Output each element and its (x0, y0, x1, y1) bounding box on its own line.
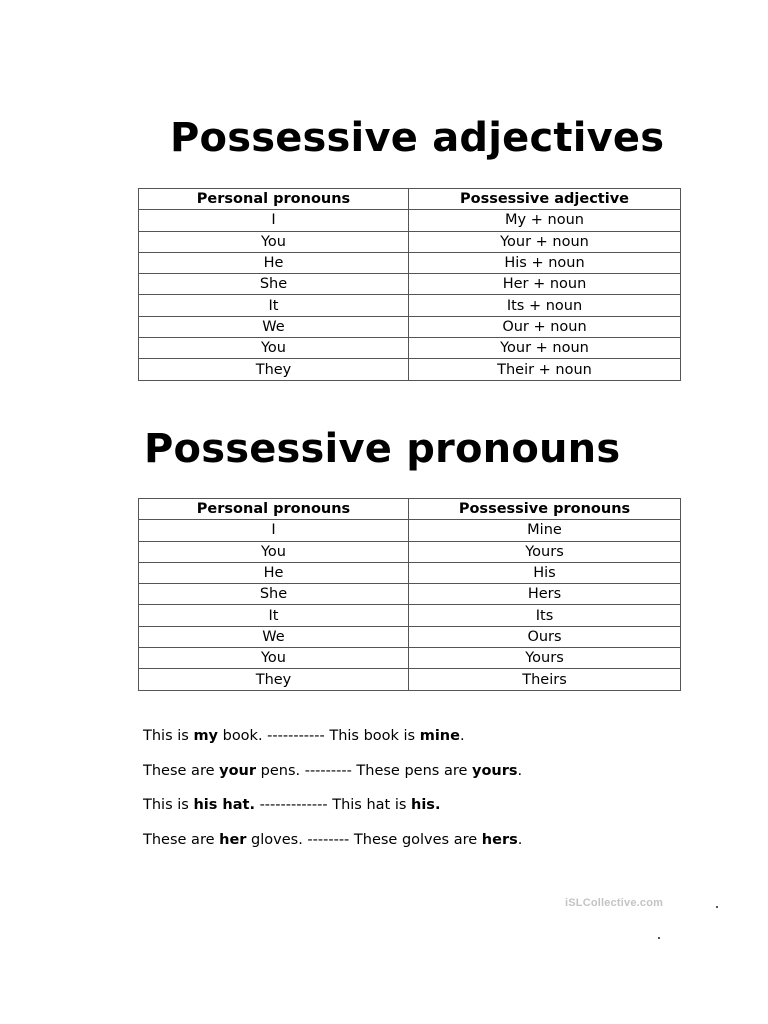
possessive-cell: Our + noun (409, 316, 681, 337)
sentence-text: These are (143, 762, 220, 779)
pronouns-table-body (139, 520, 681, 690)
bold-word: yours (472, 762, 518, 779)
sentence-text: . (517, 832, 523, 849)
pronouns-title: Possessive pronouns (144, 426, 621, 472)
possessive-cell: Their + noun (409, 359, 681, 380)
table-row (139, 359, 681, 380)
pronouns-table (138, 498, 681, 691)
bold-word: his hat. (193, 797, 255, 814)
personal-pronoun-cell: He (139, 252, 409, 273)
personal-pronoun-cell: You (139, 231, 409, 252)
table-header-row (139, 499, 681, 520)
column-header: Possessive adjective (409, 189, 681, 210)
possessive-cell: Ours (409, 626, 681, 647)
personal-pronoun-cell: They (139, 669, 409, 690)
personal-pronoun-cell: You (139, 648, 409, 669)
table-row (139, 669, 681, 690)
personal-pronoun-cell: It (139, 295, 409, 316)
possessive-cell: Its (409, 605, 681, 626)
column-header: Possessive pronouns (409, 499, 681, 520)
possessive-cell: Yours (409, 541, 681, 562)
example-sentence (143, 760, 522, 795)
watermark: iSLCollective.com (565, 897, 664, 909)
personal-pronoun-cell: It (139, 605, 409, 626)
sentence-text: These are (143, 832, 220, 849)
table-row (139, 316, 681, 337)
table-row (139, 338, 681, 359)
speck (658, 937, 660, 939)
table-row (139, 520, 681, 541)
example-sentence (143, 829, 522, 864)
bold-word: mine (419, 728, 460, 744)
sentence-text: . (517, 762, 523, 779)
bold-word: hers (481, 832, 518, 849)
sentence-text: book. ----------- This book is (218, 728, 420, 744)
table-row (139, 562, 681, 583)
table-row (139, 605, 681, 626)
table-row (139, 210, 681, 231)
bold-word: my (193, 728, 218, 744)
possessive-cell: Theirs (409, 669, 681, 690)
adjectives-table-body (139, 210, 681, 380)
example-sentences (143, 725, 522, 864)
example-sentence (143, 725, 522, 760)
adjectives-title: Possessive adjectives (170, 115, 665, 161)
table-row (139, 252, 681, 273)
possessive-cell: Hers (409, 584, 681, 605)
possessive-cell: Your + noun (409, 231, 681, 252)
example-sentence (143, 794, 522, 829)
possessive-cell: Mine (409, 520, 681, 541)
table-row (139, 295, 681, 316)
possessive-cell: His + noun (409, 252, 681, 273)
table-row (139, 626, 681, 647)
table-row (139, 231, 681, 252)
bold-word: his. (411, 797, 441, 814)
personal-pronoun-cell: I (139, 520, 409, 541)
possessive-cell: Yours (409, 648, 681, 669)
sentence-text: gloves. -------- These golves are (246, 832, 482, 849)
sentence-text: This is (143, 797, 194, 814)
personal-pronoun-cell: She (139, 584, 409, 605)
possessive-cell: My + noun (409, 210, 681, 231)
table-row (139, 274, 681, 295)
table-header-row (139, 189, 681, 210)
table-row (139, 648, 681, 669)
possessive-cell: Her + noun (409, 274, 681, 295)
table-row (139, 584, 681, 605)
adjectives-table (138, 188, 681, 381)
possessive-cell: Your + noun (409, 338, 681, 359)
personal-pronoun-cell: You (139, 338, 409, 359)
possessive-cell: Its + noun (409, 295, 681, 316)
personal-pronoun-cell: We (139, 626, 409, 647)
personal-pronoun-cell: They (139, 359, 409, 380)
speck (716, 906, 718, 908)
column-header: Personal pronouns (139, 189, 409, 210)
bold-word: your (219, 762, 257, 779)
bold-word: her (219, 832, 247, 849)
possessive-cell: His (409, 562, 681, 583)
personal-pronoun-cell: I (139, 210, 409, 231)
column-header: Personal pronouns (139, 499, 409, 520)
sentence-text: This is (143, 728, 194, 744)
personal-pronoun-cell: You (139, 541, 409, 562)
table-row (139, 541, 681, 562)
personal-pronoun-cell: She (139, 274, 409, 295)
personal-pronoun-cell: We (139, 316, 409, 337)
sentence-text: ------------- This hat is (254, 797, 412, 814)
sentence-text: pens. --------- These pens are (256, 762, 473, 779)
sentence-text: . (459, 728, 465, 744)
personal-pronoun-cell: He (139, 562, 409, 583)
